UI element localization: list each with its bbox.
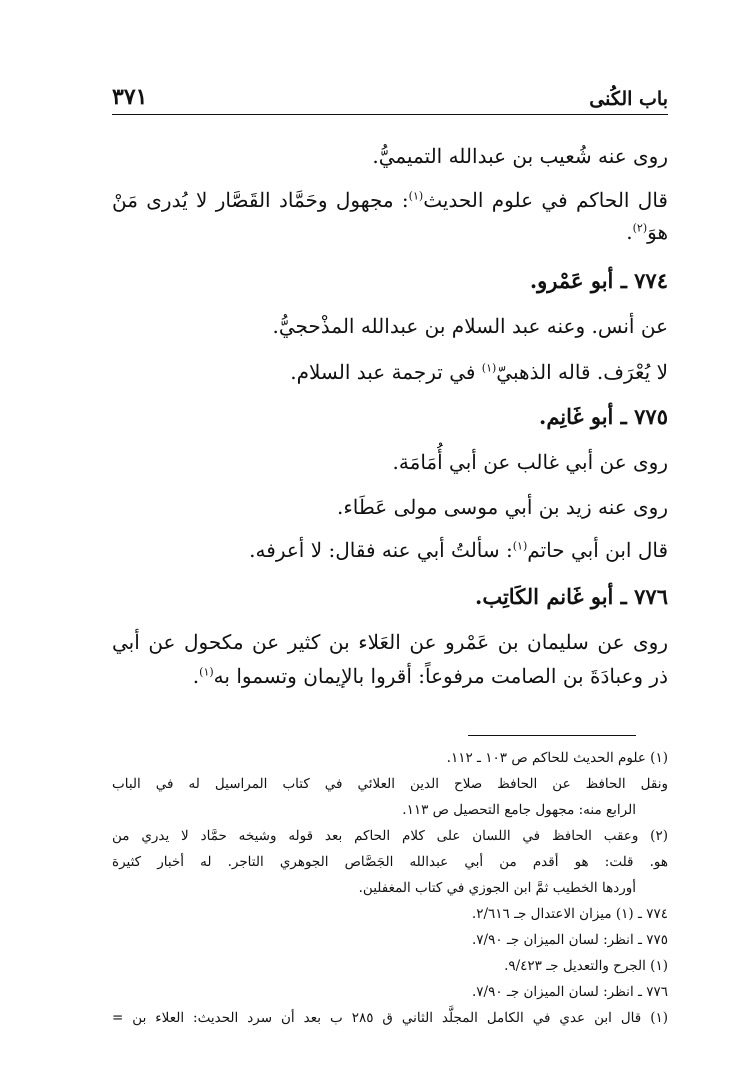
footnote-line: ونقل الحافظ عن الحافظ صلاح الدين العلائي في كتاب المراسيل له في الباب — [112, 776, 668, 792]
body-line-2: قال الحاكم في علوم الحديث$^{(١)}$: مجهول وحَمَّاد القَصَّار لا يُدرى مَنْ — [112, 188, 668, 212]
footnote-line: الرابع منه: مجهول جامع التحصيل ص ١١٣. — [402, 802, 636, 818]
chapter-title: باب الكُنى — [589, 88, 668, 110]
footnote-line: ٧٧٦ ـ انظر: لسان الميزان جـ ٧/٩٠. — [472, 984, 668, 1000]
footnote-line: أوردها الخطيب ثمَّ ابن الجوزي في كتاب المغفلين. — [358, 880, 636, 896]
body-line-6: لا يُعْرَف. قاله الذهبيّ$^{(١)}$ في ترجمة عبد السلام. — [290, 360, 668, 384]
entry-heading-776: ٧٧٦ ـ أبو غَانم الكَاتِب. — [475, 584, 668, 609]
footnote-line: هو. قلت: هو أقدم من أبي عبدالله الجَصَّاص الجوهري التاجر. له أخبار كثيرة — [112, 854, 668, 870]
footnote-ref: (٢) — [632, 221, 648, 235]
body-line-3: هوَ$^{(٢)}$. — [626, 220, 668, 244]
running-header — [112, 78, 668, 115]
body-line-12: روى عن سليمان بن عَمْرو عن العَلاء بن كثير عن مكحول عن أبي — [112, 630, 668, 654]
body-line-5: عن أنس. وعنه عبد السلام بن عبدالله المذْحجيُّ. — [272, 314, 668, 338]
footnote-ref: (١) — [408, 189, 424, 203]
footnote-ref: (١) — [199, 665, 214, 679]
footnote-line: ٧٧٤ ـ (١) ميزان الاعتدال جـ ٢/٦١٦. — [471, 906, 668, 922]
body-line-8: روى عن أبي غالب عن أبي أُمَامَة. — [392, 450, 668, 474]
footnote-line: (١) علوم الحديث للحاكم ص ١٠٣ ـ ١١٢. — [446, 750, 668, 766]
body-line-10: قال ابن أبي حاتم$^{(١)}$: سألتُ أبي عنه فقال: لا أعرفه. — [249, 538, 668, 562]
footnote-line: (٢) وعقب الحافظ في اللسان على كلام الحاكم بعد قوله وشيخه حمَّاد لا يدري من — [112, 828, 668, 844]
footnote-line: ٧٧٥ ـ انظر: لسان الميزان جـ ٧/٩٠. — [472, 932, 668, 948]
entry-heading-774: ٧٧٤ ـ أبو عَمْرو. — [529, 268, 668, 293]
body-line-9: روى عنه زيد بن أبي موسى مولى عَطَاء. — [337, 495, 668, 519]
entry-heading-775: ٧٧٥ ـ أبو غَانِم. — [539, 404, 668, 429]
footnote-ref: (١) — [512, 539, 528, 553]
body-line-1: روى عنه شُعيب بن عبدالله التميميُّ. — [372, 144, 668, 168]
footnote-ref: (١) — [481, 361, 497, 375]
footnote-line: (١) قال ابن عدي في الكامل المجلَّد الثاني ق ٢٨٥ ب بعد أن سرد الحديث: العلاء بن = — [112, 1010, 669, 1026]
page-number: ٣٧١ — [112, 84, 148, 110]
footnote-line: (١) الجرح والتعديل جـ ٩/٤٢٣. — [504, 958, 668, 974]
body-line-13: ذر وعبادَةَ بن الصامت مرفوعاً: أقروا بالإيمان وتسموا به$^{(١)}$. — [192, 664, 668, 688]
footnote-separator — [468, 735, 636, 736]
